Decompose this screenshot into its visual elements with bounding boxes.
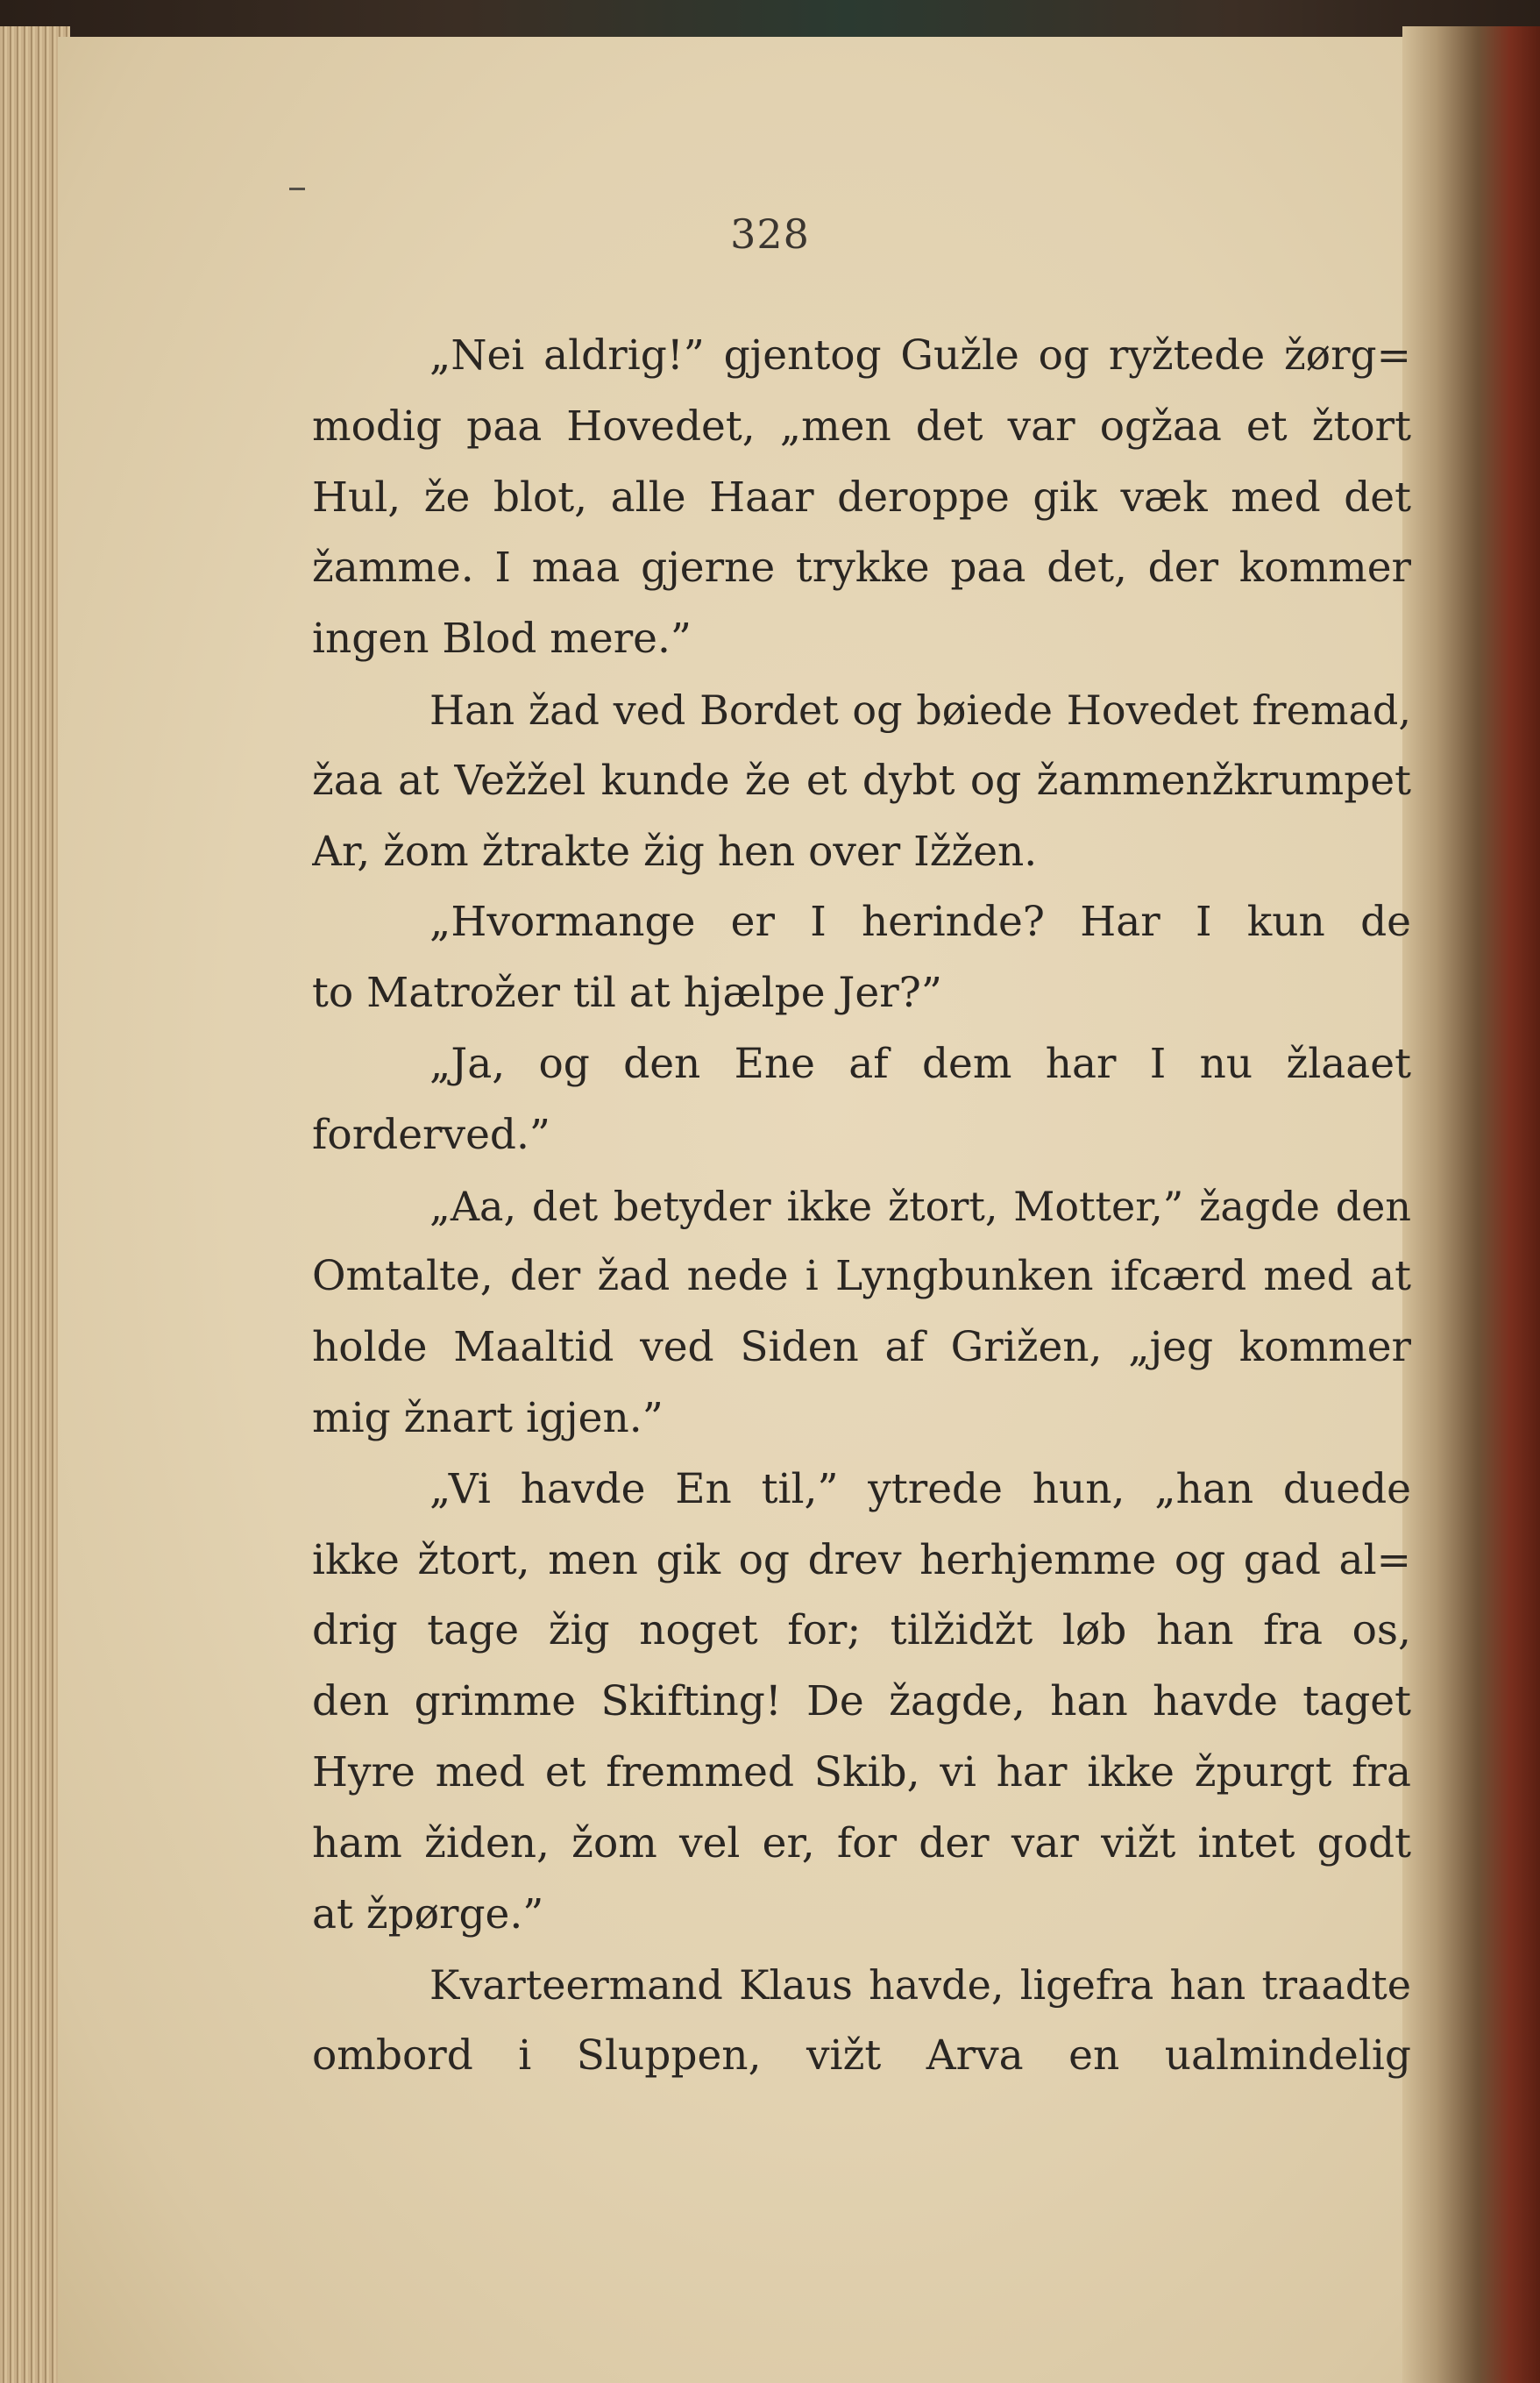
text-line: forderved.” xyxy=(312,1110,550,1159)
text-line: Hul, že blot, alle Haar deroppe gik væk med det xyxy=(312,473,1411,522)
text-line: žaa at Vežžel kunde že et dybt og žammenžkrumpet xyxy=(312,756,1411,805)
text-line: „Hvormange er I herinde? Har I kun de xyxy=(429,898,1411,947)
text-line: Omtalte, der žad nede i Lyngbunken ifcærd med at xyxy=(312,1252,1411,1301)
binding-gutter xyxy=(1402,26,1540,2383)
text-line: Hyre med et fremmed Skib, vi har ikke žpurgt fra xyxy=(312,1747,1411,1796)
book-cover-edge xyxy=(0,0,1540,42)
text-line: to Matrožer til at hjælpe Jer?” xyxy=(312,969,942,1018)
page-number: 328 xyxy=(730,210,810,258)
text-line: „Aa, det betyder ikke žtort, Motter,” žagde den xyxy=(429,1182,1411,1230)
text-line: mig žnart igjen.” xyxy=(312,1393,664,1442)
text-line: žamme. I maa gjerne trykke paa det, der kommer xyxy=(312,544,1411,593)
text-line: drig tage žig noget for; tilžidžt løb han fra os, xyxy=(312,1606,1411,1655)
text-line: den grimme Skifting! De žagde, han havde taget xyxy=(312,1677,1411,1726)
text-line: „Ja, og den Ene af dem har I nu žlaaet xyxy=(429,1039,1411,1088)
text-line: ombord i Sluppen, vižt Arva en ualmindelig xyxy=(312,2031,1411,2081)
text-line: ingen Blod mere.” xyxy=(312,615,692,664)
text-line: Ar, žom žtrakte žig hen over Ižžen. xyxy=(312,827,1038,876)
text-line: holde Maaltid ved Siden af Grižen, „jeg kommer xyxy=(312,1323,1411,1372)
margin-mark xyxy=(289,188,305,190)
text-line: ikke žtort, men gik og drev herhjemme og gad al= xyxy=(312,1535,1411,1584)
body-text xyxy=(312,321,1411,2092)
text-line: modig paa Hovedet, „men det var ogžaa et žtort xyxy=(312,402,1411,451)
text-line: Han žad ved Bordet og bøiede Hovedet fremad, xyxy=(429,686,1411,734)
text-line: „Nei aldrig!” gjentog Gužle og ryžtede žørg= xyxy=(429,331,1411,380)
text-line: at žpørge.” xyxy=(312,1889,544,1938)
text-line: Kvarteermand Klaus havde, ligefra han traadte xyxy=(429,1961,1411,2010)
text-line: „Vi havde En til,” ytrede hun, „han duede xyxy=(429,1464,1411,1513)
text-line: ham židen, žom vel er, for der var vižt intet godt xyxy=(312,1818,1411,1867)
